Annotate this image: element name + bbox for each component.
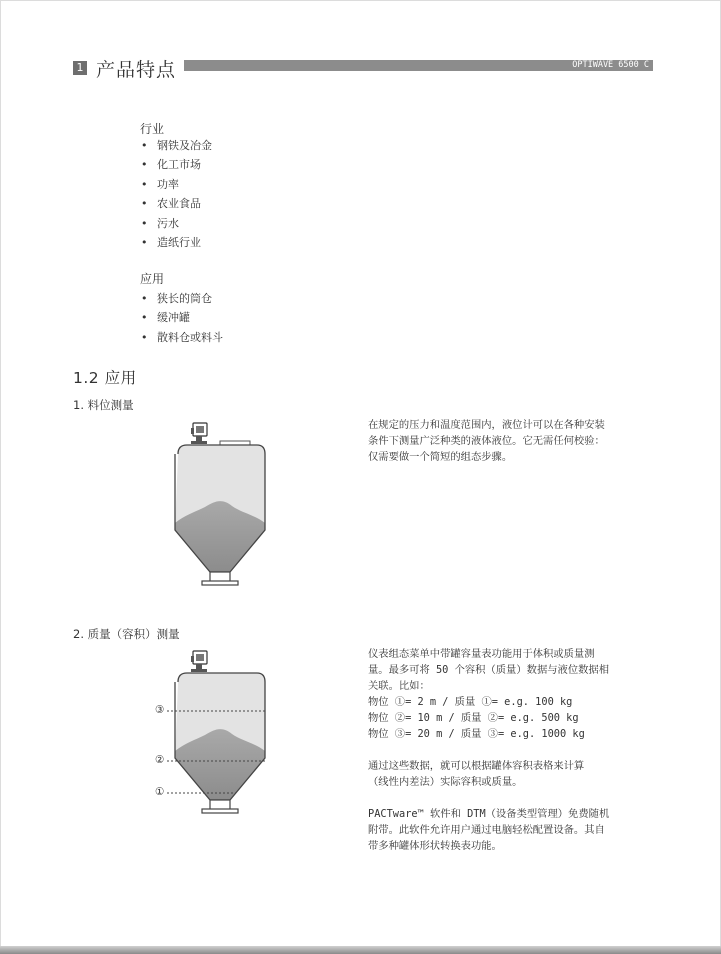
applications-title: 应用 (140, 272, 165, 286)
list-item: • 造纸行业 (140, 233, 212, 252)
text-line: 仪表组态菜单中带罐容量表功能用于体积或质量测 (368, 648, 595, 660)
industries-list (140, 136, 212, 252)
outlet-flange (202, 581, 238, 585)
section-number-badge: 1 (73, 61, 87, 75)
text-line: 物位 ②= 10 m / 质量 ②= e.g. 500 kg (368, 712, 579, 724)
text-line: 条件下测量广泛种类的液体液位。它无需任何校验： (368, 435, 605, 447)
level-measurement-heading: 1. 料位测量 (73, 398, 134, 412)
text-line: 在规定的压力和温度范围内，液位计可以在各种安装 (368, 419, 605, 431)
transmitter-display (196, 426, 204, 433)
transmitter-neck (196, 664, 202, 669)
outlet-flange (202, 809, 238, 813)
section-heading: 1.2 应用 (73, 369, 137, 387)
list-item: • 农业食品 (140, 194, 212, 213)
silo-mass-diagram (170, 648, 270, 818)
text-line: 附带。此软件允许用户通过电脑轻松配置设备。其自 (368, 824, 605, 836)
list-item: • 狭长的筒仓 (140, 289, 223, 308)
transmitter-flange (191, 441, 207, 444)
silo-level-diagram (170, 420, 270, 590)
text-line: 物位 ①= 2 m / 质量 ①= e.g. 100 kg (368, 696, 573, 708)
page-title: 产品特点 (96, 59, 177, 81)
bottom-band (0, 946, 721, 954)
list-item: • 缓冲罐 (140, 308, 223, 327)
header-bar (184, 60, 653, 71)
text-line: 通过这些数据，就可以根据罐体容积表格来计算 (368, 760, 585, 772)
level-marker-2: ② (155, 754, 165, 766)
text-line: 仅需要做一个简短的组态步骤。 (368, 451, 513, 463)
text-line: 量。最多可将 50 个容积（质量）数据与液位数据相 (368, 664, 610, 676)
text-line: （线性内差法）实际容积或质量。 (368, 776, 523, 788)
level-description (368, 417, 605, 465)
applications-list (140, 289, 223, 347)
list-item: • 功率 (140, 175, 212, 194)
list-item: • 钢铁及冶金 (140, 136, 212, 155)
text-line: 带多种罐体形状转换表功能。 (368, 840, 502, 852)
product-name: OPTIWAVE 6500 C (572, 60, 649, 70)
transmitter-neck (196, 436, 202, 441)
industries-title: 行业 (140, 122, 165, 136)
mass-description (368, 646, 609, 854)
text-line: 物位 ③= 20 m / 质量 ③= e.g. 1000 kg (368, 728, 585, 740)
mass-measurement-heading: 2. 质量（容积）测量 (73, 627, 180, 641)
transmitter-flange (191, 669, 207, 672)
text-line: PACTware™ 软件和 DTM（设备类型管理）免费随机 (368, 808, 610, 820)
list-item: • 污水 (140, 214, 212, 233)
list-item: • 散料仓或料斗 (140, 328, 223, 347)
level-marker-1: ① (155, 786, 165, 798)
list-item: • 化工市场 (140, 155, 212, 174)
transmitter-connector (191, 428, 194, 434)
transmitter-connector (191, 656, 194, 662)
transmitter-display (196, 654, 204, 661)
text-line: 关联。比如： (368, 680, 430, 692)
level-marker-3: ③ (155, 704, 165, 716)
